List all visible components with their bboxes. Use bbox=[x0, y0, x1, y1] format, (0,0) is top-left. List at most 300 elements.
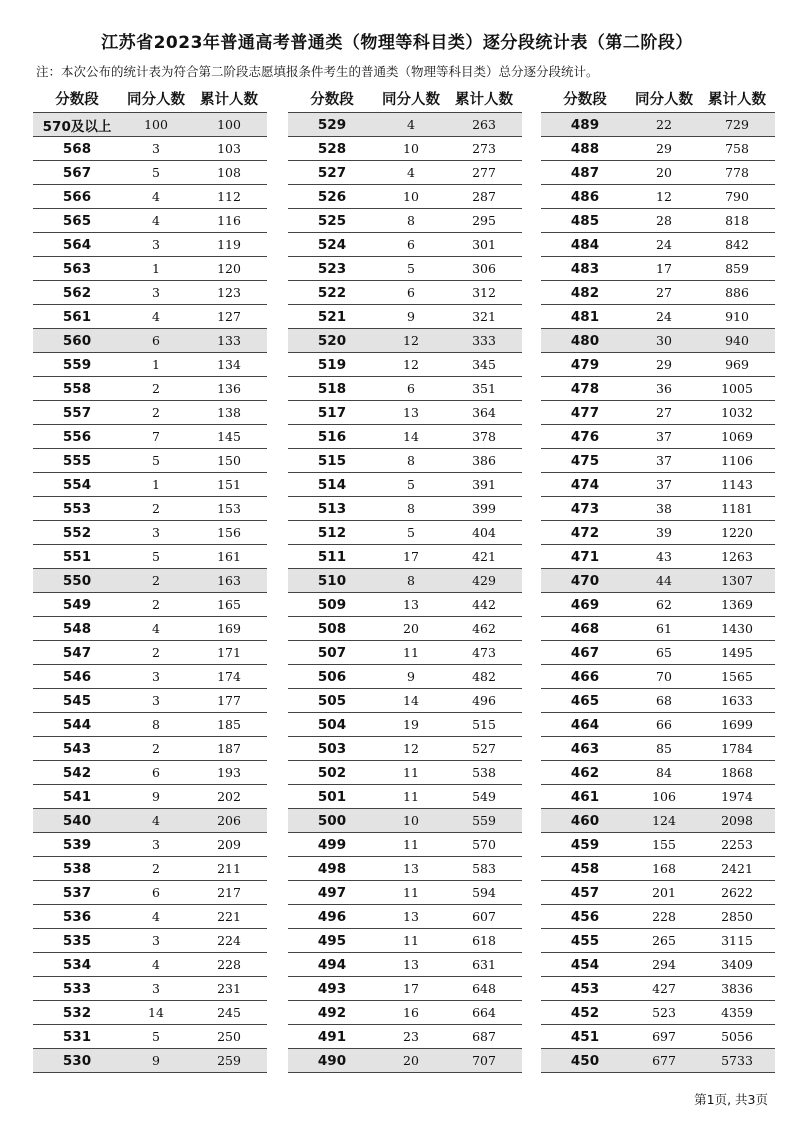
score-cell: 568 bbox=[62, 140, 92, 157]
table-row bbox=[33, 785, 267, 809]
cumulative-count-cell: 1181 bbox=[721, 501, 753, 516]
cumulative-count-cell: 295 bbox=[472, 213, 496, 228]
same-score-count-cell: 11 bbox=[403, 765, 419, 780]
same-score-count-cell: 6 bbox=[407, 381, 415, 396]
table-row bbox=[33, 713, 267, 737]
score-cell: 503 bbox=[317, 740, 347, 757]
score-cell: 484 bbox=[570, 236, 600, 253]
cumulative-count-cell: 910 bbox=[725, 309, 749, 324]
table-row bbox=[33, 617, 267, 641]
cumulative-count-cell: 729 bbox=[725, 117, 749, 132]
table-row bbox=[33, 689, 267, 713]
score-cell: 494 bbox=[317, 956, 347, 973]
table-row bbox=[33, 281, 267, 305]
score-cell: 474 bbox=[570, 476, 600, 493]
same-score-count-cell: 44 bbox=[656, 573, 672, 588]
score-cell: 545 bbox=[62, 692, 92, 709]
table-row bbox=[288, 209, 522, 233]
score-cell: 560 bbox=[62, 332, 92, 349]
table-header bbox=[33, 84, 267, 112]
cumulative-count-cell: 103 bbox=[217, 141, 241, 156]
table-row bbox=[541, 113, 775, 137]
cumulative-count-cell: 211 bbox=[217, 861, 241, 876]
score-cell: 527 bbox=[317, 164, 347, 181]
score-cell: 532 bbox=[62, 1004, 92, 1021]
cumulative-count-cell: 156 bbox=[217, 525, 241, 540]
same-score-count-cell: 12 bbox=[656, 189, 672, 204]
same-score-count-cell: 5 bbox=[407, 525, 415, 540]
cumulative-count-cell: 100 bbox=[217, 117, 241, 132]
cumulative-count-cell: 209 bbox=[217, 837, 241, 852]
score-cell: 459 bbox=[570, 836, 600, 853]
table-row bbox=[288, 161, 522, 185]
table-row bbox=[33, 1049, 267, 1073]
score-cell: 465 bbox=[570, 692, 600, 709]
table-row bbox=[541, 401, 775, 425]
table-row bbox=[288, 1049, 522, 1073]
score-cell: 533 bbox=[62, 980, 92, 997]
table-row bbox=[288, 521, 522, 545]
table-row bbox=[288, 713, 522, 737]
table-row bbox=[33, 1001, 267, 1025]
cumulative-count-cell: 482 bbox=[472, 669, 496, 684]
table-row bbox=[33, 209, 267, 233]
header-score-range: 分数段 bbox=[310, 91, 354, 108]
score-cell: 468 bbox=[570, 620, 600, 637]
same-score-count-cell: 12 bbox=[403, 357, 419, 372]
same-score-count-cell: 37 bbox=[656, 477, 672, 492]
table-row bbox=[33, 353, 267, 377]
cumulative-count-cell: 108 bbox=[217, 165, 241, 180]
header-cumulative-count: 累计人数 bbox=[200, 91, 258, 108]
table-row bbox=[288, 449, 522, 473]
cumulative-count-cell: 1069 bbox=[721, 429, 753, 444]
score-cell: 475 bbox=[570, 452, 600, 469]
table-row bbox=[33, 137, 267, 161]
cumulative-count-cell: 583 bbox=[472, 861, 496, 876]
cumulative-count-cell: 4359 bbox=[721, 1005, 753, 1020]
header-cumulative-count: 累计人数 bbox=[708, 91, 766, 108]
table-row bbox=[288, 473, 522, 497]
table-row bbox=[541, 785, 775, 809]
cumulative-count-cell: 277 bbox=[472, 165, 496, 180]
same-score-count-cell: 677 bbox=[652, 1053, 676, 1068]
score-cell: 482 bbox=[570, 284, 600, 301]
same-score-count-cell: 1 bbox=[152, 357, 160, 372]
table-row bbox=[288, 857, 522, 881]
score-cell: 531 bbox=[62, 1028, 92, 1045]
same-score-count-cell: 11 bbox=[403, 933, 419, 948]
cumulative-count-cell: 2253 bbox=[721, 837, 753, 852]
cumulative-count-cell: 161 bbox=[217, 549, 241, 564]
cumulative-count-cell: 169 bbox=[217, 621, 241, 636]
score-cell: 509 bbox=[317, 596, 347, 613]
same-score-count-cell: 8 bbox=[152, 717, 160, 732]
table-row bbox=[541, 209, 775, 233]
table-rows bbox=[541, 112, 775, 1073]
table-row bbox=[541, 1025, 775, 1049]
same-score-count-cell: 29 bbox=[656, 357, 672, 372]
cumulative-count-cell: 3836 bbox=[721, 981, 753, 996]
table-row bbox=[288, 137, 522, 161]
cumulative-count-cell: 462 bbox=[472, 621, 496, 636]
table-row bbox=[288, 377, 522, 401]
score-cell: 547 bbox=[62, 644, 92, 661]
table-row bbox=[288, 353, 522, 377]
same-score-count-cell: 12 bbox=[403, 333, 419, 348]
cumulative-count-cell: 301 bbox=[472, 237, 496, 252]
same-score-count-cell: 65 bbox=[656, 645, 672, 660]
cumulative-count-cell: 312 bbox=[472, 285, 496, 300]
cumulative-count-cell: 391 bbox=[472, 477, 496, 492]
cumulative-count-cell: 618 bbox=[472, 933, 496, 948]
same-score-count-cell: 1 bbox=[152, 477, 160, 492]
table-row bbox=[541, 329, 775, 353]
same-score-count-cell: 6 bbox=[152, 765, 160, 780]
cumulative-count-cell: 1495 bbox=[721, 645, 753, 660]
cumulative-count-cell: 1430 bbox=[721, 621, 753, 636]
header-same-score-count: 同分人数 bbox=[127, 91, 185, 108]
same-score-count-cell: 36 bbox=[656, 381, 672, 396]
same-score-count-cell: 70 bbox=[656, 669, 672, 684]
same-score-count-cell: 523 bbox=[652, 1005, 676, 1020]
score-cell: 564 bbox=[62, 236, 92, 253]
score-cell: 493 bbox=[317, 980, 347, 997]
score-cell: 487 bbox=[570, 164, 600, 181]
same-score-count-cell: 8 bbox=[407, 573, 415, 588]
score-table-column-2 bbox=[288, 84, 522, 1073]
same-score-count-cell: 294 bbox=[652, 957, 676, 972]
page-number: 第1页, 共3页 bbox=[694, 1092, 768, 1107]
score-cell: 464 bbox=[570, 716, 600, 733]
cumulative-count-cell: 185 bbox=[217, 717, 241, 732]
same-score-count-cell: 20 bbox=[403, 1053, 419, 1068]
score-cell: 478 bbox=[570, 380, 600, 397]
same-score-count-cell: 2 bbox=[152, 573, 160, 588]
header-score-range: 分数段 bbox=[563, 91, 607, 108]
same-score-count-cell: 85 bbox=[656, 741, 672, 756]
score-table-column-3 bbox=[541, 84, 775, 1073]
same-score-count-cell: 10 bbox=[403, 189, 419, 204]
cumulative-count-cell: 386 bbox=[472, 453, 496, 468]
table-row bbox=[288, 569, 522, 593]
cumulative-count-cell: 1143 bbox=[721, 477, 753, 492]
same-score-count-cell: 106 bbox=[652, 789, 676, 804]
same-score-count-cell: 20 bbox=[656, 165, 672, 180]
table-row bbox=[288, 905, 522, 929]
same-score-count-cell: 427 bbox=[652, 981, 676, 996]
cumulative-count-cell: 171 bbox=[217, 645, 241, 660]
score-cell: 525 bbox=[317, 212, 347, 229]
cumulative-count-cell: 1220 bbox=[721, 525, 753, 540]
same-score-count-cell: 30 bbox=[656, 333, 672, 348]
table-row bbox=[541, 257, 775, 281]
table-row bbox=[541, 881, 775, 905]
score-cell: 567 bbox=[62, 164, 92, 181]
same-score-count-cell: 13 bbox=[403, 405, 419, 420]
score-cell: 526 bbox=[317, 188, 347, 205]
same-score-count-cell: 3 bbox=[152, 285, 160, 300]
table-row bbox=[541, 137, 775, 161]
table-row bbox=[541, 929, 775, 953]
same-score-count-cell: 61 bbox=[656, 621, 672, 636]
table-row bbox=[541, 233, 775, 257]
score-cell: 500 bbox=[317, 812, 347, 829]
table-rows bbox=[33, 112, 267, 1073]
cumulative-count-cell: 153 bbox=[217, 501, 241, 516]
cumulative-count-cell: 886 bbox=[725, 285, 749, 300]
table-row bbox=[541, 953, 775, 977]
same-score-count-cell: 11 bbox=[403, 789, 419, 804]
same-score-count-cell: 37 bbox=[656, 453, 672, 468]
cumulative-count-cell: 187 bbox=[217, 741, 241, 756]
same-score-count-cell: 2 bbox=[152, 645, 160, 660]
table-row bbox=[288, 665, 522, 689]
score-cell: 502 bbox=[317, 764, 347, 781]
table-row bbox=[541, 569, 775, 593]
table-row bbox=[288, 257, 522, 281]
cumulative-count-cell: 221 bbox=[217, 909, 241, 924]
cumulative-count-cell: 496 bbox=[472, 693, 496, 708]
table-row bbox=[33, 953, 267, 977]
score-cell: 501 bbox=[317, 788, 347, 805]
score-cell: 561 bbox=[62, 308, 92, 325]
score-cell: 540 bbox=[62, 812, 92, 829]
table-row bbox=[33, 497, 267, 521]
score-cell: 490 bbox=[317, 1052, 347, 1069]
cumulative-count-cell: 116 bbox=[217, 213, 241, 228]
score-cell: 486 bbox=[570, 188, 600, 205]
table-row bbox=[288, 809, 522, 833]
cumulative-count-cell: 378 bbox=[472, 429, 496, 444]
same-score-count-cell: 155 bbox=[652, 837, 676, 852]
table-row bbox=[288, 785, 522, 809]
same-score-count-cell: 228 bbox=[652, 909, 676, 924]
table-note: 注：本次公布的统计表为符合第二阶段志愿填报条件考生的普通类（物理等科目类）总分逐分段统计。 bbox=[36, 64, 599, 79]
same-score-count-cell: 43 bbox=[656, 549, 672, 564]
table-row bbox=[288, 425, 522, 449]
cumulative-count-cell: 1307 bbox=[721, 573, 753, 588]
same-score-count-cell: 6 bbox=[152, 885, 160, 900]
same-score-count-cell: 38 bbox=[656, 501, 672, 516]
cumulative-count-cell: 758 bbox=[725, 141, 749, 156]
table-row bbox=[541, 377, 775, 401]
same-score-count-cell: 4 bbox=[152, 189, 160, 204]
score-cell: 534 bbox=[62, 956, 92, 973]
table-row bbox=[541, 641, 775, 665]
cumulative-count-cell: 969 bbox=[725, 357, 749, 372]
score-cell: 565 bbox=[62, 212, 92, 229]
score-cell: 495 bbox=[317, 932, 347, 949]
cumulative-count-cell: 549 bbox=[472, 789, 496, 804]
cumulative-count-cell: 145 bbox=[217, 429, 241, 444]
table-row bbox=[33, 809, 267, 833]
same-score-count-cell: 84 bbox=[656, 765, 672, 780]
same-score-count-cell: 39 bbox=[656, 525, 672, 540]
table-row bbox=[33, 329, 267, 353]
score-cell: 555 bbox=[62, 452, 92, 469]
cumulative-count-cell: 1369 bbox=[721, 597, 753, 612]
table-row bbox=[33, 161, 267, 185]
cumulative-count-cell: 345 bbox=[472, 357, 496, 372]
score-cell: 469 bbox=[570, 596, 600, 613]
score-cell: 477 bbox=[570, 404, 600, 421]
cumulative-count-cell: 273 bbox=[472, 141, 496, 156]
cumulative-count-cell: 134 bbox=[217, 357, 241, 372]
score-cell: 558 bbox=[62, 380, 92, 397]
header-same-score-count: 同分人数 bbox=[382, 91, 440, 108]
score-cell: 467 bbox=[570, 644, 600, 661]
same-score-count-cell: 6 bbox=[152, 333, 160, 348]
same-score-count-cell: 1 bbox=[152, 261, 160, 276]
same-score-count-cell: 5 bbox=[407, 261, 415, 276]
score-cell: 570及以上 bbox=[42, 118, 112, 135]
same-score-count-cell: 29 bbox=[656, 141, 672, 156]
table-header bbox=[541, 84, 775, 112]
table-row bbox=[33, 665, 267, 689]
score-cell: 471 bbox=[570, 548, 600, 565]
score-cell: 556 bbox=[62, 428, 92, 445]
same-score-count-cell: 11 bbox=[403, 645, 419, 660]
score-cell: 510 bbox=[317, 572, 347, 589]
table-row bbox=[33, 929, 267, 953]
same-score-count-cell: 4 bbox=[152, 909, 160, 924]
cumulative-count-cell: 648 bbox=[472, 981, 496, 996]
score-cell: 539 bbox=[62, 836, 92, 853]
score-cell: 550 bbox=[62, 572, 92, 589]
score-cell: 450 bbox=[570, 1052, 600, 1069]
same-score-count-cell: 2 bbox=[152, 597, 160, 612]
score-cell: 508 bbox=[317, 620, 347, 637]
same-score-count-cell: 4 bbox=[407, 165, 415, 180]
score-cell: 483 bbox=[570, 260, 600, 277]
score-cell: 488 bbox=[570, 140, 600, 157]
score-cell: 520 bbox=[317, 332, 347, 349]
score-cell: 548 bbox=[62, 620, 92, 637]
cumulative-count-cell: 429 bbox=[472, 573, 496, 588]
same-score-count-cell: 4 bbox=[152, 957, 160, 972]
same-score-count-cell: 3 bbox=[152, 933, 160, 948]
same-score-count-cell: 23 bbox=[403, 1029, 419, 1044]
table-row bbox=[33, 881, 267, 905]
table-rows bbox=[288, 112, 522, 1073]
same-score-count-cell: 2 bbox=[152, 861, 160, 876]
score-cell: 476 bbox=[570, 428, 600, 445]
score-cell: 518 bbox=[317, 380, 347, 397]
cumulative-count-cell: 527 bbox=[472, 741, 496, 756]
score-cell: 528 bbox=[317, 140, 347, 157]
score-cell: 524 bbox=[317, 236, 347, 253]
table-row bbox=[541, 977, 775, 1001]
table-row bbox=[288, 929, 522, 953]
table-row bbox=[33, 737, 267, 761]
same-score-count-cell: 201 bbox=[652, 885, 676, 900]
same-score-count-cell: 9 bbox=[152, 1053, 160, 1068]
score-cell: 559 bbox=[62, 356, 92, 373]
cumulative-count-cell: 217 bbox=[217, 885, 241, 900]
same-score-count-cell: 68 bbox=[656, 693, 672, 708]
table-row bbox=[288, 401, 522, 425]
same-score-count-cell: 13 bbox=[403, 957, 419, 972]
cumulative-count-cell: 250 bbox=[217, 1029, 241, 1044]
cumulative-count-cell: 112 bbox=[217, 189, 241, 204]
table-row bbox=[541, 1049, 775, 1073]
table-row bbox=[33, 185, 267, 209]
cumulative-count-cell: 1699 bbox=[721, 717, 753, 732]
same-score-count-cell: 4 bbox=[152, 309, 160, 324]
same-score-count-cell: 22 bbox=[656, 117, 672, 132]
score-cell: 536 bbox=[62, 908, 92, 925]
same-score-count-cell: 12 bbox=[403, 741, 419, 756]
cumulative-count-cell: 399 bbox=[472, 501, 496, 516]
cumulative-count-cell: 177 bbox=[217, 693, 241, 708]
score-cell: 505 bbox=[317, 692, 347, 709]
table-row bbox=[541, 665, 775, 689]
score-cell: 489 bbox=[570, 116, 600, 133]
cumulative-count-cell: 2421 bbox=[721, 861, 753, 876]
score-cell: 457 bbox=[570, 884, 600, 901]
score-cell: 563 bbox=[62, 260, 92, 277]
score-cell: 538 bbox=[62, 860, 92, 877]
same-score-count-cell: 265 bbox=[652, 933, 676, 948]
score-cell: 562 bbox=[62, 284, 92, 301]
cumulative-count-cell: 2850 bbox=[721, 909, 753, 924]
cumulative-count-cell: 818 bbox=[725, 213, 749, 228]
same-score-count-cell: 11 bbox=[403, 885, 419, 900]
cumulative-count-cell: 119 bbox=[217, 237, 241, 252]
same-score-count-cell: 13 bbox=[403, 861, 419, 876]
score-cell: 466 bbox=[570, 668, 600, 685]
cumulative-count-cell: 245 bbox=[217, 1005, 241, 1020]
score-cell: 535 bbox=[62, 932, 92, 949]
cumulative-count-cell: 133 bbox=[217, 333, 241, 348]
same-score-count-cell: 6 bbox=[407, 285, 415, 300]
same-score-count-cell: 9 bbox=[407, 309, 415, 324]
same-score-count-cell: 4 bbox=[152, 213, 160, 228]
cumulative-count-cell: 263 bbox=[472, 117, 496, 132]
same-score-count-cell: 3 bbox=[152, 669, 160, 684]
score-cell: 507 bbox=[317, 644, 347, 661]
cumulative-count-cell: 790 bbox=[725, 189, 749, 204]
cumulative-count-cell: 231 bbox=[217, 981, 241, 996]
cumulative-count-cell: 259 bbox=[217, 1053, 241, 1068]
table-row bbox=[541, 617, 775, 641]
table-row bbox=[541, 305, 775, 329]
header-same-score-count: 同分人数 bbox=[635, 91, 693, 108]
cumulative-count-cell: 1784 bbox=[721, 741, 753, 756]
table-row bbox=[33, 545, 267, 569]
score-cell: 544 bbox=[62, 716, 92, 733]
table-row bbox=[288, 953, 522, 977]
score-cell: 551 bbox=[62, 548, 92, 565]
score-cell: 552 bbox=[62, 524, 92, 541]
same-score-count-cell: 5 bbox=[152, 1029, 160, 1044]
cumulative-count-cell: 707 bbox=[472, 1053, 496, 1068]
table-row bbox=[541, 161, 775, 185]
same-score-count-cell: 3 bbox=[152, 141, 160, 156]
cumulative-count-cell: 1868 bbox=[721, 765, 753, 780]
cumulative-count-cell: 940 bbox=[725, 333, 749, 348]
same-score-count-cell: 2 bbox=[152, 381, 160, 396]
cumulative-count-cell: 5056 bbox=[721, 1029, 753, 1044]
same-score-count-cell: 2 bbox=[152, 405, 160, 420]
cumulative-count-cell: 1263 bbox=[721, 549, 753, 564]
same-score-count-cell: 10 bbox=[403, 813, 419, 828]
cumulative-count-cell: 570 bbox=[472, 837, 496, 852]
score-cell: 542 bbox=[62, 764, 92, 781]
score-cell: 453 bbox=[570, 980, 600, 997]
score-cell: 549 bbox=[62, 596, 92, 613]
